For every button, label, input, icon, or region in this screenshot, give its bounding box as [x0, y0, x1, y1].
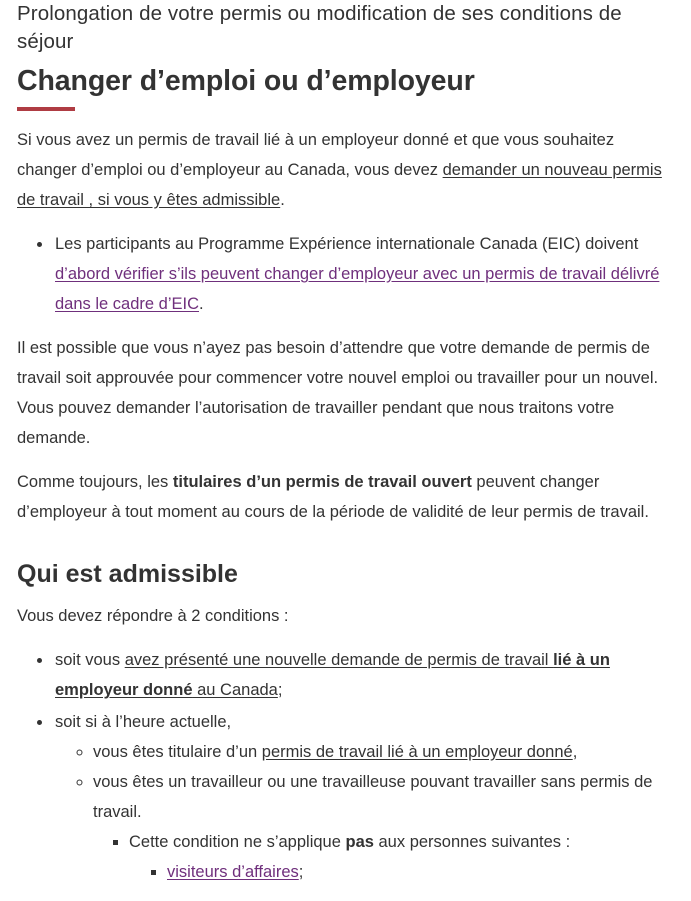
sub2-text: vous êtes un travailleur ou une travailleuse pouvant travailler sans permis de travail. — [93, 773, 653, 821]
intro-text-after: . — [280, 191, 285, 209]
link-text-bold: lié à un employeur donné — [55, 651, 610, 699]
list-item — [167, 857, 674, 887]
note-text-before: Cette condition ne s’applique — [129, 833, 346, 851]
eligibility-intro: Vous devez répondre à 2 conditions : — [17, 607, 289, 625]
page-title: Changer d’emploi ou d’employeur — [17, 65, 475, 97]
eic-text-after: . — [199, 295, 204, 313]
exceptions-list — [129, 857, 674, 887]
link-employer-specific-work-permit[interactable]: permis de travail lié à un employeur donné — [261, 743, 573, 761]
condition1-text-after: ; — [277, 681, 283, 699]
intro-text-before: Si vous avez un permis de travail lié à un employeur donné et que vous souhaitez changer d’emploi ou d’employeur au Canada, vous devez — [17, 131, 615, 179]
list-item — [93, 767, 674, 887]
eligibility-conditions-list — [17, 645, 674, 887]
list-item — [129, 827, 674, 887]
open-permit-emphasis: titulaires d’un permis de travail ouvert — [172, 473, 472, 491]
paragraph-waiting: Il est possible que vous n’ayez pas besoin d’attendre que votre demande de permis de travail soit approuvée pour commencer votre nouvel emploi ou travailler pour un nouvel. Vous pouvez demander l’autorisation de travailler pendant que nous traitons votre demande. — [17, 339, 659, 447]
link-text-tail: au Canada — [192, 681, 278, 699]
paragraph-open-permit — [17, 467, 674, 527]
link-business-visitors[interactable]: visiteurs d’affaires — [167, 863, 299, 881]
list-item — [93, 737, 674, 767]
section-title-eligibility: Qui est admissible — [17, 560, 238, 588]
list-item — [53, 229, 674, 319]
intro-paragraph — [17, 125, 674, 215]
link-new-work-permit[interactable]: demander un nouveau permis de travail , si vous y êtes admissible — [17, 161, 662, 209]
condition2-sublist — [55, 737, 674, 887]
breadcrumb: Prolongation de votre permis ou modification de ses conditions de séjour — [17, 2, 622, 53]
title-accent-rule — [17, 107, 75, 111]
condition2-text: soit si à l’heure actuelle, — [55, 713, 232, 731]
sub1-text-before: vous êtes titulaire d’un — [93, 743, 262, 761]
link-text-plain: avez présenté une nouvelle demande de permis de travail — [124, 651, 554, 669]
sub2-note-list — [93, 827, 674, 887]
note-text-after: aux personnes suivantes : — [373, 833, 571, 851]
link-eic-change-employer[interactable]: d’abord vérifier s’ils peuvent changer d’employeur avec un permis de travail délivré dans le cadre d’EIC — [55, 265, 660, 313]
list-item — [53, 645, 674, 705]
note-emphasis: pas — [345, 833, 374, 851]
eic-text-before: Les participants au Programme Expérience internationale Canada (EIC) doivent — [55, 235, 639, 253]
condition1-text-before: soit vous — [55, 651, 125, 669]
exception-tail: ; — [298, 863, 304, 881]
open-permit-text-after: peuvent changer d’employeur à tout moment au cours de la période de validité de leur permis de travail. — [17, 473, 649, 521]
link-new-application-employer-specific[interactable] — [55, 651, 610, 699]
sub1-text-after: , — [572, 743, 578, 761]
eic-bullet-list — [17, 229, 674, 319]
open-permit-text-before: Comme toujours, les — [17, 473, 173, 491]
list-item — [53, 707, 674, 887]
